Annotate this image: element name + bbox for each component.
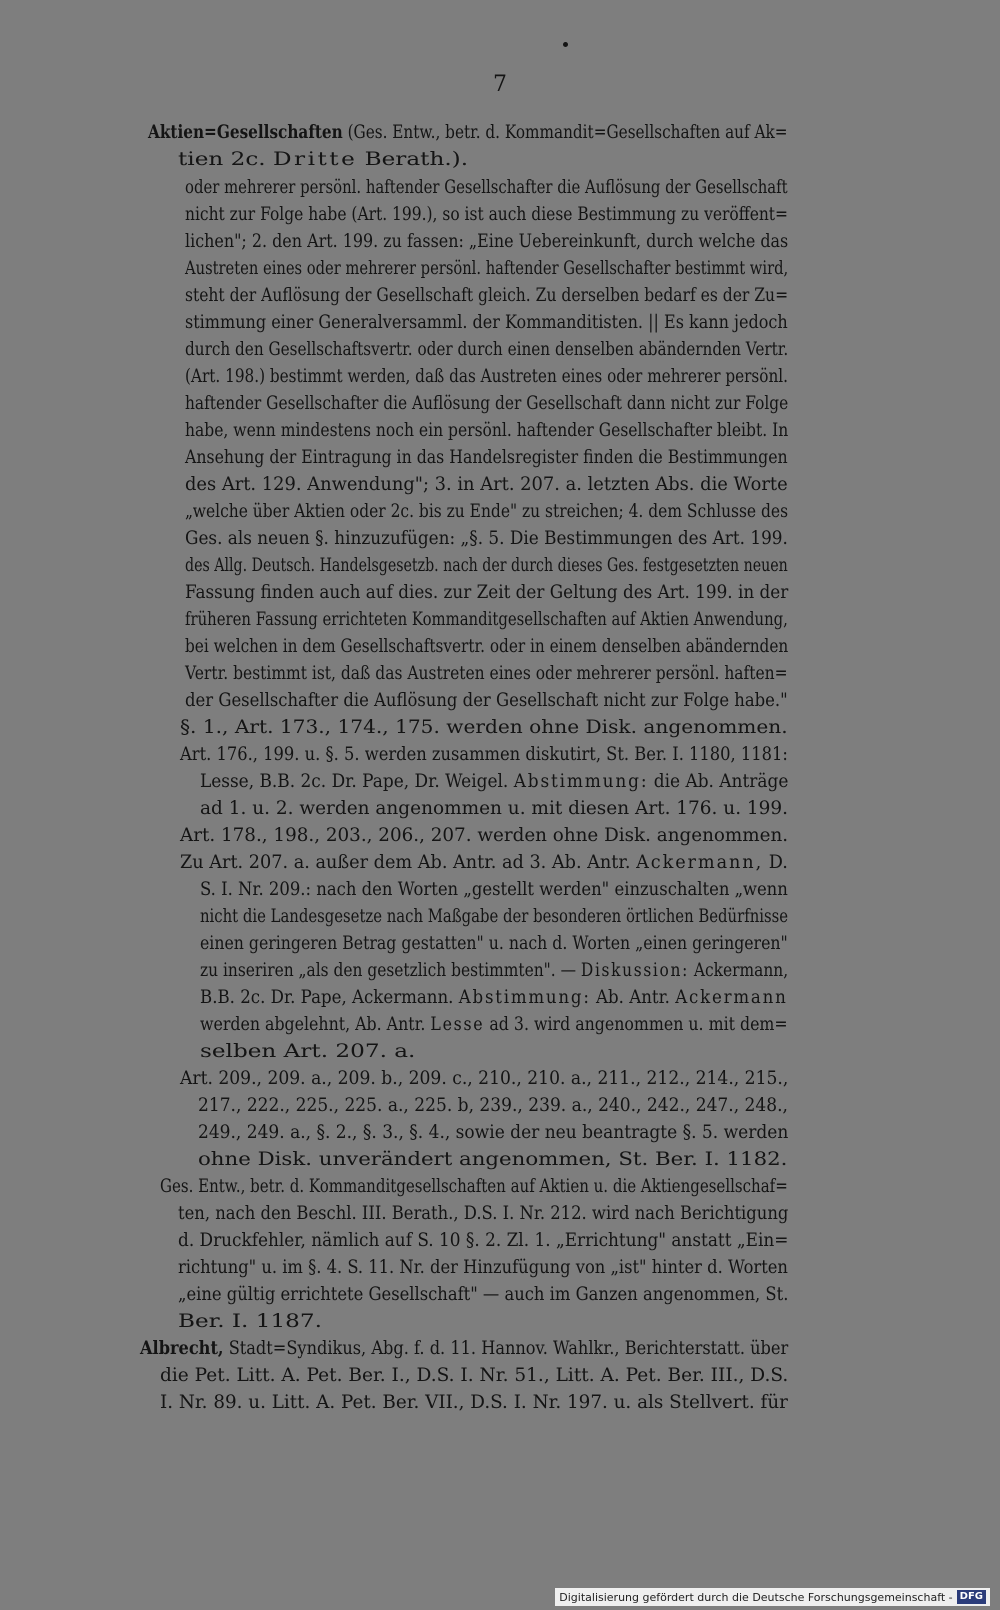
text-segment: stimmung einer Generalversamml. der Kommanditisten. || Es kann jedoch: [185, 312, 788, 333]
text-line: [185, 337, 788, 363]
text-line: [160, 1390, 788, 1416]
text-segment: Abstimmung:: [513, 771, 649, 792]
text-segment: Albrecht,: [140, 1338, 224, 1359]
text-segment: ohne Disk. unverändert angenommen, St. Ber. I. 1182.: [198, 1149, 788, 1170]
text-segment: Ackermann,: [636, 852, 764, 873]
text-segment: „welche über Aktien oder 2c. bis zu Ende" zu streichen; 4. dem Schlusse des: [185, 501, 789, 522]
text-line: [185, 553, 788, 579]
text-line: [178, 147, 468, 173]
text-segment: (Ges. Entw., betr. d. Kommandit=Gesellschaften auf Ak=: [342, 122, 788, 143]
text-segment: Aktien=Gesellschaften: [148, 122, 343, 143]
text-line: [185, 229, 788, 255]
text-segment: durch den Gesellschaftsvertr. oder durch einen denselben abändernden Vertr.: [185, 339, 789, 360]
text-segment: Dritte: [273, 149, 358, 170]
ink-dot: [563, 42, 568, 47]
text-line: [185, 580, 788, 606]
text-segment: zu inseriren „als den gesetzlich bestimmten". —: [200, 960, 581, 981]
text-segment: §. 1., Art. 173., 174., 175. werden ohne Disk. angenommen.: [180, 717, 788, 738]
text-line: [180, 715, 788, 741]
text-line: [178, 1201, 788, 1227]
text-segment: bei welchen in dem Gesellschaftsvertr. oder in einem denselben abändernden: [185, 636, 789, 657]
text-line: [185, 391, 788, 417]
text-segment: Art. 209., 209. a., 209. b., 209. c., 210., 210. a., 211., 212., 214., 215.,: [180, 1068, 789, 1089]
text-line: [185, 526, 788, 552]
text-segment: S. I. Nr. 209.: nach den Worten „gestellt werden" einzuschalten „wenn: [200, 879, 788, 900]
text-segment: habe, wenn mindestens noch ein persönl. haftender Gesellschafter bleibt. In: [185, 420, 789, 441]
text-line: [185, 418, 788, 444]
footer-text: Digitalisierung gefördert durch die Deutsche Forschungsgemeinschaft -: [559, 1590, 953, 1604]
digitization-footer: [555, 1588, 990, 1606]
text-segment: Zu Art. 207. a. außer dem Ab. Antr. ad 3. Ab. Antr.: [180, 852, 637, 873]
text-segment: nicht die Landesgesetze nach Maßgabe der besonderen örtlichen Bedürfnisse: [200, 906, 789, 927]
text-segment: Lesse, B.B. 2c. Dr. Pape, Dr. Weigel.: [200, 771, 514, 792]
text-segment: selben Art. 207. a.: [200, 1041, 416, 1062]
text-segment: Fassung finden auch auf dies. zur Zeit der Geltung des Art. 199. in der: [185, 582, 789, 603]
text-segment: Art. 178., 198., 203., 206., 207. werden ohne Disk. angenommen.: [180, 825, 789, 846]
text-line: [180, 850, 788, 876]
text-segment: Ackermann,: [688, 960, 789, 981]
text-line: [200, 985, 788, 1011]
text-segment: Abstimmung:: [458, 987, 591, 1008]
text-line: [198, 1093, 788, 1119]
text-line: [185, 283, 788, 309]
text-segment: Ber. I. 1187.: [178, 1311, 322, 1332]
text-line: [178, 1228, 788, 1254]
text-line: [200, 769, 788, 795]
text-segment: ten, nach den Beschl. III. Berath., D.S. I. Nr. 212. wird nach Berichtigung: [178, 1203, 789, 1224]
text-segment: Ges. als neuen §. hinzuzufügen: „§. 5. Die Bestimmungen des Art. 199.: [185, 528, 788, 549]
text-line: [148, 120, 788, 146]
text-segment: ad 3. wird angenommen u. mit dem=: [484, 1014, 788, 1035]
text-line: [140, 1336, 788, 1362]
text-line: [160, 1363, 788, 1389]
text-line: [178, 1282, 788, 1308]
text-line: [180, 823, 788, 849]
text-line: [185, 256, 788, 282]
text-line: [200, 904, 788, 930]
text-segment: des Art. 129. Anwendung"; 3. in Art. 207. a. letzten Abs. die Worte: [185, 474, 788, 495]
text-line: [200, 796, 788, 822]
text-segment: oder mehrerer persönl. haftender Gesellschafter die Auflösung der Gesellschaft: [185, 177, 788, 198]
text-line: [200, 1039, 415, 1065]
text-line: [178, 1309, 322, 1335]
text-segment: einen geringeren Betrag gestatten" u. nach d. Worten „einen geringeren": [200, 933, 788, 954]
text-segment: des Allg. Deutsch. Handelsgesetzb. nach der durch dieses Ges. festgesetzten neuen: [185, 555, 788, 576]
text-line: [198, 1147, 787, 1173]
text-line: [185, 175, 788, 201]
text-segment: richtung" u. im §. 4. S. 11. Nr. der Hinzufügung von „ist" hinter d. Worten: [178, 1257, 788, 1278]
text-line: [185, 445, 788, 471]
text-segment: die Pet. Litt. A. Pet. Ber. I., D.S. I. Nr. 51., Litt. A. Pet. Ber. III., D.S.: [160, 1365, 789, 1386]
text-line: [198, 1120, 788, 1146]
text-segment: werden abgelehnt, Ab. Antr.: [200, 1014, 431, 1035]
text-segment: 217., 222., 225., 225. a., 225. b, 239., 239. a., 240., 242., 247., 248.,: [198, 1095, 788, 1116]
text-segment: „eine gültig errichtete Gesellschaft" — auch im Ganzen angenommen, St.: [178, 1284, 789, 1305]
text-segment: früheren Fassung errichteten Kommanditgesellschaften auf Aktien Anwendung,: [185, 609, 788, 630]
text-line: [185, 607, 788, 633]
text-segment: Diskussion:: [580, 960, 689, 981]
text-line: [185, 202, 788, 228]
text-line: [185, 688, 788, 714]
text-segment: (Art. 198.) bestimmt werden, daß das Austreten eines oder mehrerer persönl.: [185, 366, 789, 387]
text-segment: der Gesellschafter die Auflösung der Gesellschaft nicht zur Folge habe.": [185, 690, 788, 711]
text-segment: Berath.).: [357, 149, 469, 170]
text-segment: haftender Gesellschafter die Auflösung der Gesellschaft dann nicht zur Folge: [185, 393, 789, 414]
text-segment: Lesse: [430, 1014, 485, 1035]
text-segment: lichen"; 2. den Art. 199. zu fassen: „Eine Uebereinkunft, durch welche das: [185, 231, 789, 252]
text-line: [185, 634, 788, 660]
text-segment: Ackermann: [675, 987, 788, 1008]
text-line: [200, 931, 788, 957]
text-segment: Austreten eines oder mehrerer persönl. haftender Gesellschafter bestimmt wird,: [185, 258, 789, 279]
text-segment: nicht zur Folge habe (Art. 199.), so ist auch diese Bestimmung zu veröffent=: [185, 204, 788, 225]
text-line: [185, 310, 788, 336]
text-line: [200, 958, 788, 984]
text-line: [178, 1255, 788, 1281]
text-segment: Ab. Antr.: [590, 987, 676, 1008]
text-line: [180, 742, 788, 768]
text-segment: D.: [763, 852, 788, 873]
text-segment: Ansehung der Eintragung in das Handelsregister finden die Bestimmungen: [185, 447, 788, 468]
text-line: [180, 1066, 788, 1092]
text-segment: I. Nr. 89. u. Litt. A. Pet. Ber. VII., D.S. I. Nr. 197. u. als Stellvert. für: [160, 1392, 788, 1413]
text-segment: B.B. 2c. Dr. Pape, Ackermann.: [200, 987, 459, 1008]
dfg-logo: DFG: [957, 1590, 986, 1604]
text-segment: die Ab. Anträge: [648, 771, 789, 792]
text-segment: d. Druckfehler, nämlich auf S. 10 §. 2. Zl. 1. „Errichtung" anstatt „Ein=: [178, 1230, 789, 1251]
text-segment: Vertr. bestimmt ist, daß das Austreten eines oder mehrerer persönl. haften=: [185, 663, 788, 684]
text-line: [160, 1174, 788, 1200]
text-line: [185, 499, 788, 525]
text-segment: Art. 176., 199. u. §. 5. werden zusammen diskutirt, St. Ber. I. 1180, 1181:: [180, 744, 788, 765]
text-line: [200, 877, 788, 903]
text-segment: 249., 249. a., §. 2., §. 3., §. 4., sowie der neu beantragte §. 5. werden: [198, 1122, 789, 1143]
text-line: [185, 364, 788, 390]
text-segment: Stadt=Syndikus, Abg. f. d. 11. Hannov. Wahlkr., Berichterstatt. über: [223, 1338, 789, 1359]
text-segment: ad 1. u. 2. werden angenommen u. mit diesen Art. 176. u. 199.: [200, 798, 789, 819]
page-number: 7: [493, 72, 507, 97]
text-segment: Ges. Entw., betr. d. Kommanditgesellschaften auf Aktien u. die Aktiengesellschaf=: [160, 1176, 788, 1197]
text-segment: steht der Auflösung der Gesellschaft gleich. Zu derselben bedarf es der Zu=: [185, 285, 789, 306]
text-segment: tien 2c.: [178, 149, 273, 170]
text-line: [200, 1012, 788, 1038]
text-line: [185, 661, 788, 687]
text-line: [185, 472, 788, 498]
